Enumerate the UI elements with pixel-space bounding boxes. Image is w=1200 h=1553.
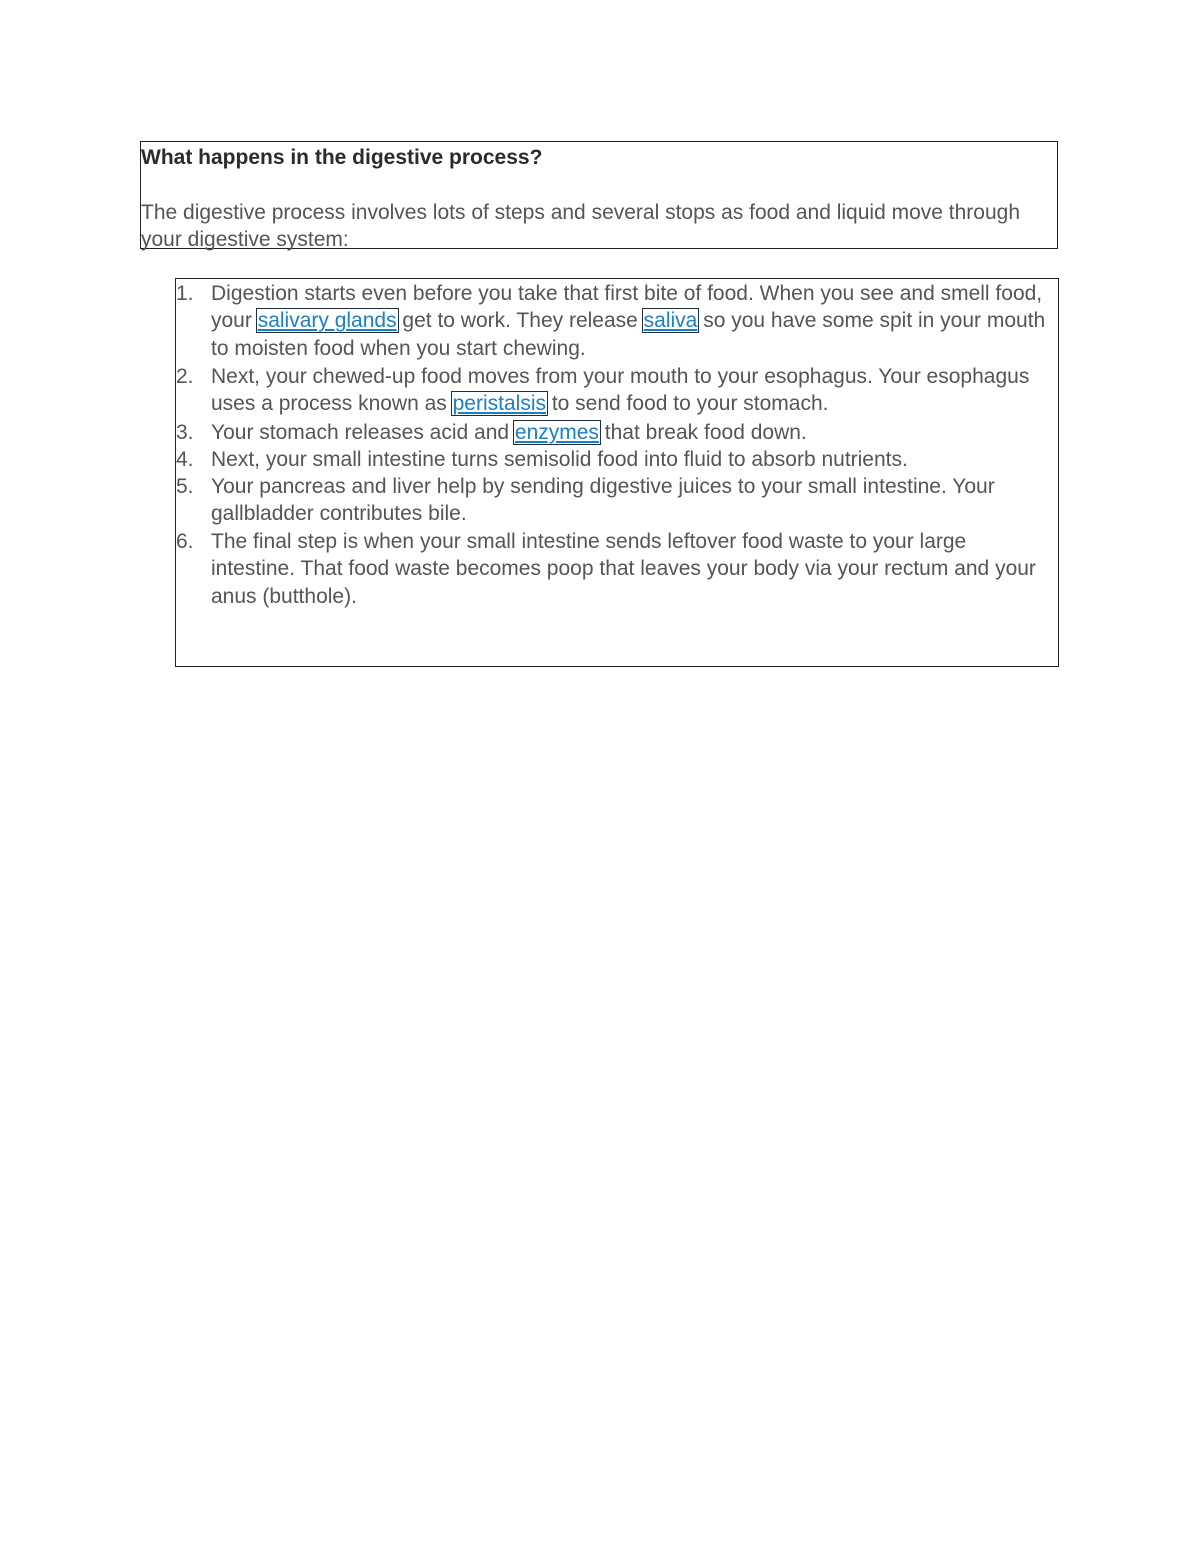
saliva-link[interactable]: saliva [643, 309, 698, 333]
step-text [211, 419, 1056, 446]
step-number: 3. [176, 421, 194, 444]
step-number: 5. [176, 475, 194, 498]
list-item-step-4 [176, 446, 1056, 473]
enzymes-link[interactable]: enzymes [514, 421, 599, 444]
step-text-segment: Your stomach releases acid and [211, 421, 515, 444]
intro-box [140, 141, 1058, 249]
salivary-glands-link[interactable]: salivary glands [257, 309, 397, 333]
step-text: Your pancreas and liver help by sending digestive juices to your small intestine. Your gallbladder contributes bile. [211, 475, 995, 526]
step-text: The final step is when your small intestine sends leftover food waste to your large intestine. That food waste becomes poop that leaves your body via your rectum and your anus (butthole). [211, 530, 1036, 608]
steps-list [175, 278, 1059, 667]
step-text-segment: to send food to your stomach. [546, 392, 829, 416]
step-number: 4. [176, 448, 194, 471]
step-text-segment: Digestion starts even before you take that first bite of food. When you see and smell food, your [211, 282, 1043, 333]
list-item-step-6 [176, 528, 1056, 610]
step-number: 6. [176, 530, 194, 553]
step-text [211, 363, 1056, 418]
step-text-segment: that break food down. [598, 421, 807, 444]
step-number: 1. [176, 282, 194, 305]
list-item-step-1 [176, 280, 1056, 362]
step-number: 2. [176, 365, 194, 388]
step-text-segment: so you have some spit in your mouth to moisten food when you start chewing. [211, 309, 1046, 360]
peristalsis-link[interactable]: peristalsis [452, 392, 546, 416]
list-item-step-3 [176, 419, 1056, 446]
list-item-step-2 [176, 363, 1056, 418]
step-text-segment: Next, your chewed-up food moves from your mouth to your esophagus. Your esophagus uses a process known as [211, 365, 1030, 416]
page-title: What happens in the digestive process? [141, 146, 543, 169]
intro-paragraph: The digestive process involves lots of steps and several stops as food and liquid move through your digestive system: [141, 201, 1020, 251]
list-item-step-5 [176, 473, 1056, 528]
step-text-segment: get to work. They release [396, 309, 644, 333]
step-text [211, 280, 1056, 362]
step-text: Next, your small intestine turns semisolid food into fluid to absorb nutrients. [211, 448, 908, 471]
